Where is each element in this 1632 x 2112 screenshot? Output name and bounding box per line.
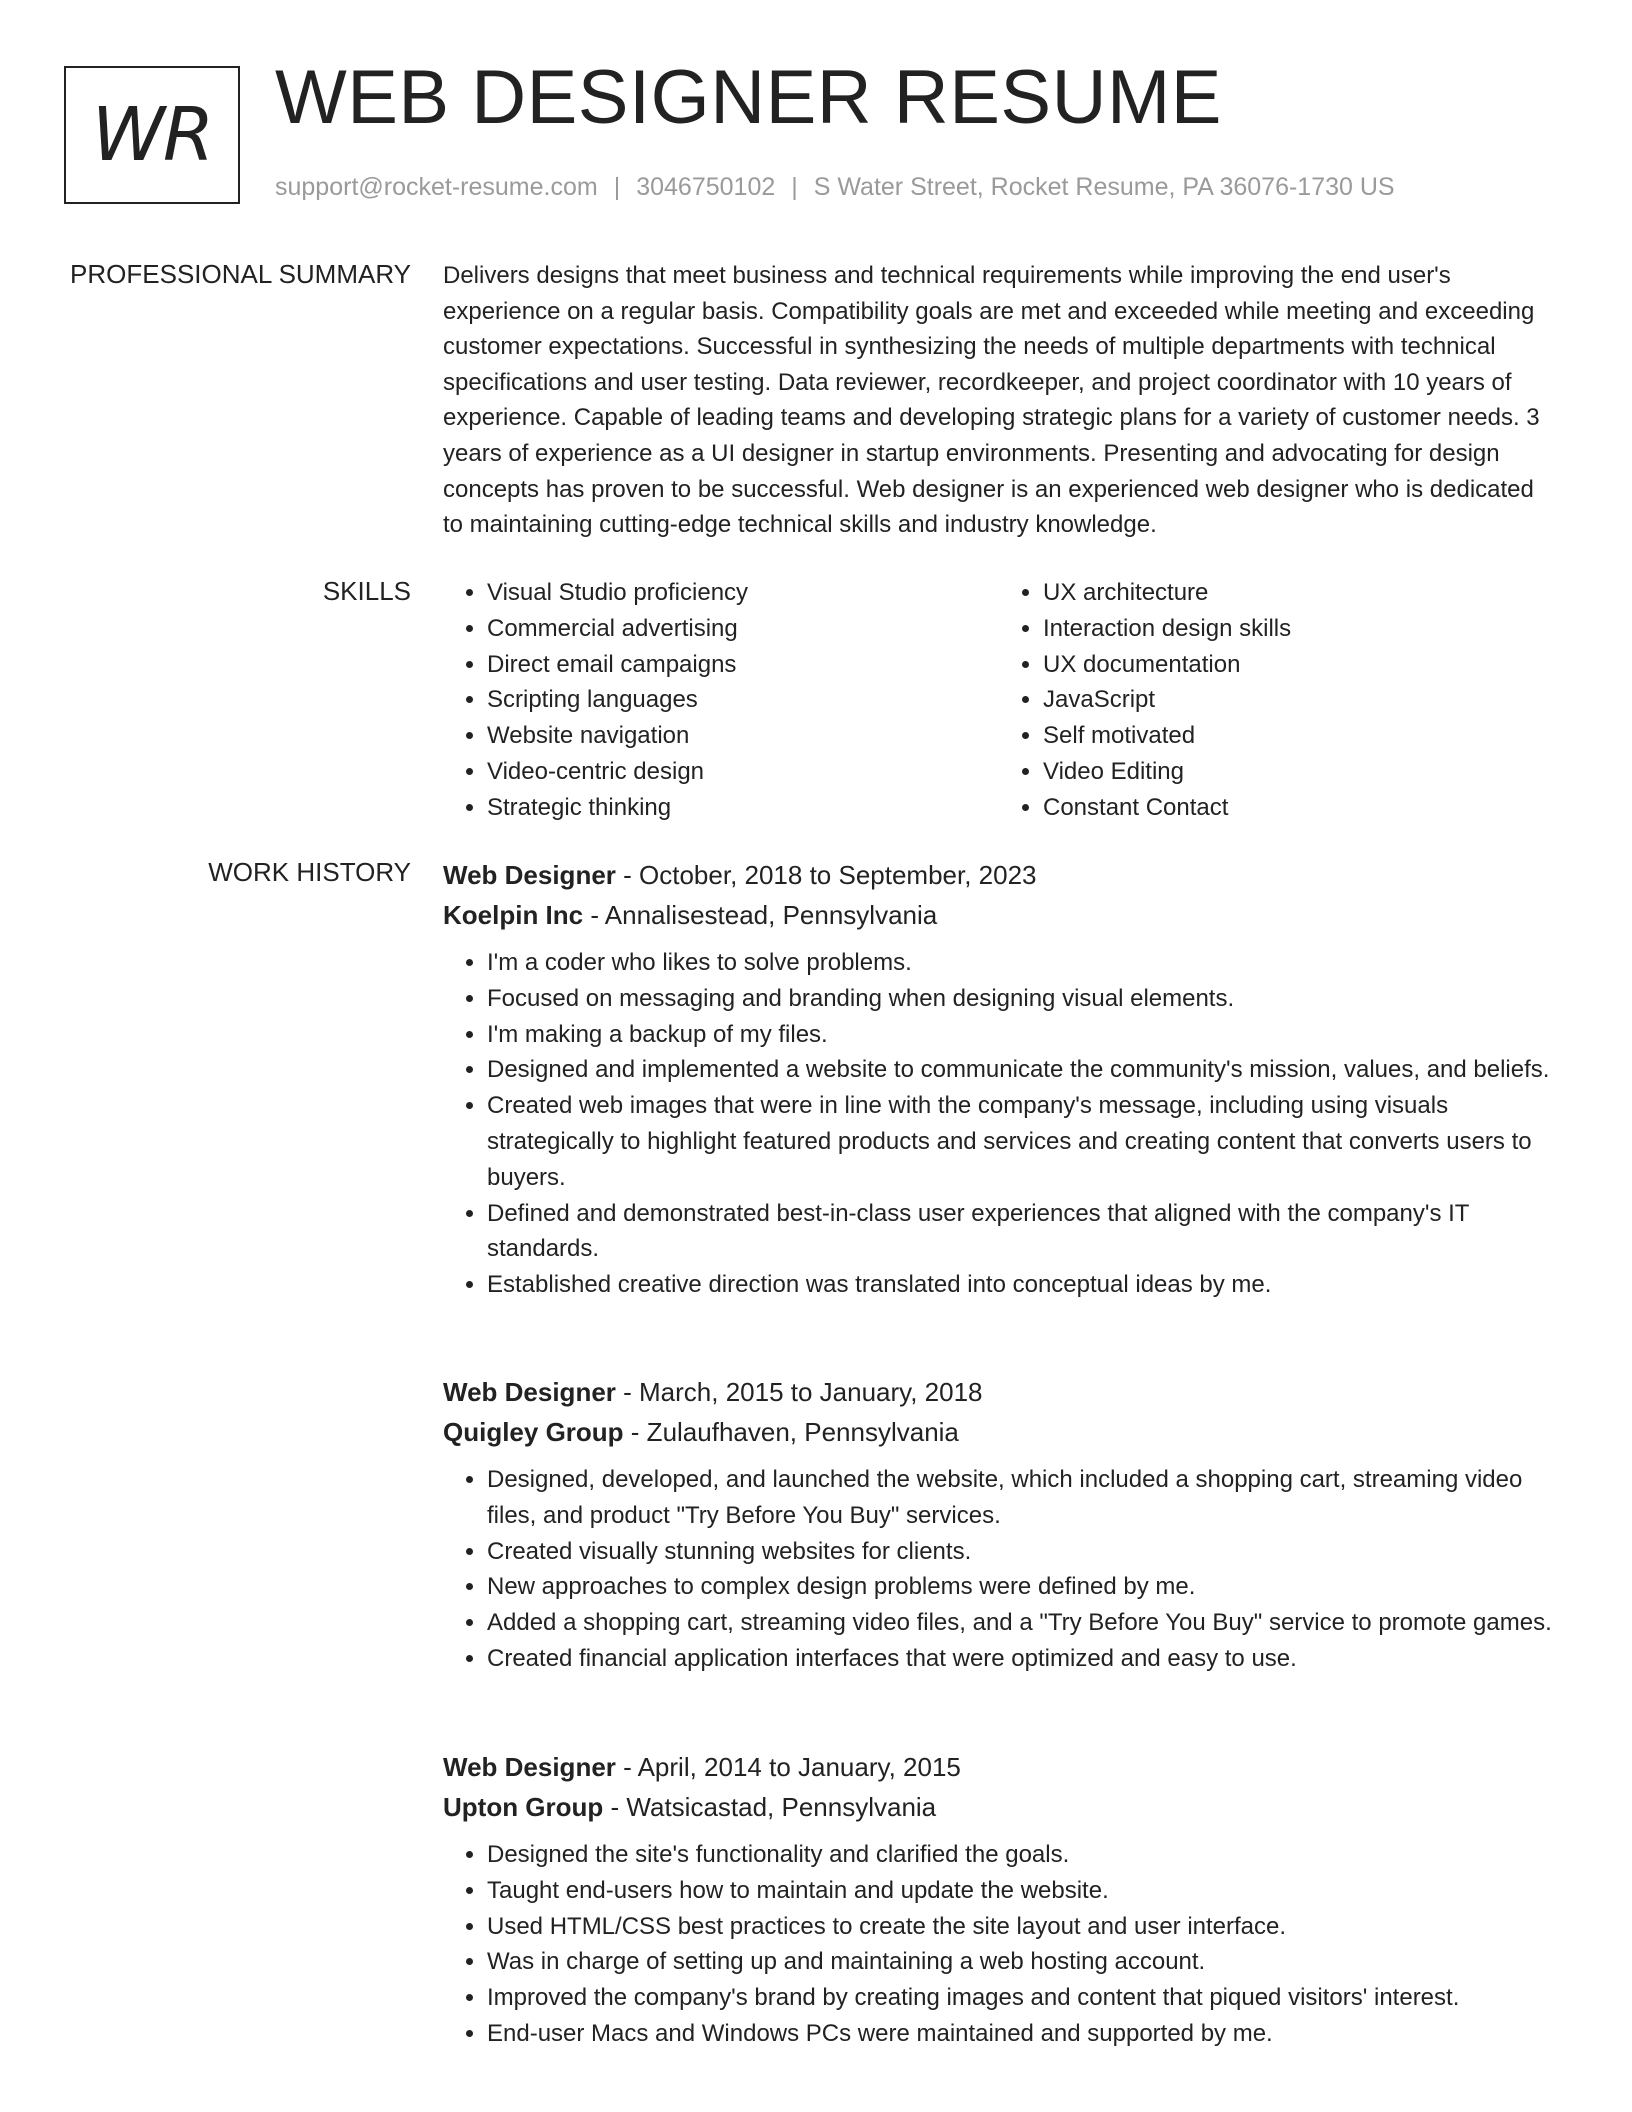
summary-text: Delivers designs that meet business and technical requirements while improving the end user's experience on a regular basis. Compatibility goals are met and exceeded while meeting and exceeding customer expectations. Successful in synthesizing the needs of multiple departments with technical specifications and user testing. Data reviewer, recordkeeper, and project coordinator with 10 years of experience. Capable of leading teams and developing strategic plans for a variety of customer needs. 3 years of experience as a UI designer in startup environments. Presenting and advocating for design concepts has proven to be successful. Web designer is an experienced web designer who is dedicated to maintaining cutting-edge technical skills and industry knowledge. [443,262,1540,539]
skill-item: • JavaScript [1043,682,1555,718]
contact-address: S Water Street, Rocket Resume, PA 36076-1730 US [813,173,1395,201]
job-bullet: • Designed, developed, and launched the website, which included a shopping cart, streaming video files, and product "Try Before You Buy" services. [487,1462,1555,1534]
skill-item: • Visual Studio proficiency [487,575,999,611]
job-bullet: • Created financial application interfaces that were optimized and easy to use. [487,1641,1555,1677]
job-bullet: • Created visually stunning websites for clients. [487,1534,1555,1570]
summary-heading: PROFESSIONAL SUMMARY [70,259,411,289]
skill-item: • Scripting languages [487,682,999,718]
work-history-heading: WORK HISTORY [208,857,411,887]
job-bullet: • I'm making a backup of my files. [487,1017,1555,1053]
job-title: Web Designer [443,1752,616,1782]
job-title: Web Designer [443,1377,616,1407]
job-bullet: • Designed the site's functionality and clarified the goals. [487,1837,1555,1873]
job-location: - Zulaufhaven, Pennsylvania [623,1417,959,1447]
skills-body [443,575,1555,826]
summary-body [443,258,1555,543]
job-company-line [443,895,1555,935]
skill-item: • Website navigation [487,718,999,754]
skill-item: • Video Editing [1043,754,1555,790]
job-bullet: • Was in charge of setting up and maintaining a web hosting account. [487,1944,1555,1980]
skill-item: • Commercial advertising [487,611,999,647]
job-company: Quigley Group [443,1417,624,1447]
job-entry [443,1747,1555,2052]
job-dates: - March, 2015 to January, 2018 [615,1377,983,1407]
job-entry [443,1372,1555,1677]
job-bullet: • Created web images that were in line with the company's message, including using visuals strategically to highlight featured products and services and creating content that converts users to buyers. [487,1088,1555,1195]
job-company-line [443,1412,1555,1452]
contact-line [275,172,1395,202]
contact-separator: | [791,173,798,201]
skill-item: • Constant Contact [1043,790,1555,826]
job-bullet: • Designed and implemented a website to communicate the community's mission, values, and beliefs. [487,1052,1555,1088]
skill-item: • Direct email campaigns [487,647,999,683]
job-location: - Watsicastad, Pennsylvania [603,1792,937,1822]
job-bullet: • Defined and demonstrated best-in-class user experiences that aligned with the company's IT standards. [487,1196,1555,1268]
job-bullet: • Used HTML/CSS best practices to create the site layout and user interface. [487,1909,1555,1945]
job-bullet: • Established creative direction was translated into conceptual ideas by me. [487,1267,1555,1303]
contact-phone[interactable]: 3046750102 [636,173,776,201]
job-title-line [443,855,1555,895]
job-bullet: • Focused on messaging and branding when designing visual elements. [487,981,1555,1017]
contact-email[interactable]: support@rocket-resume.com [275,173,598,201]
job-title-line [443,1372,1555,1412]
contact-separator: | [613,173,621,201]
skill-item: • Video-centric design [487,754,999,790]
skills-list-left [443,575,999,826]
skill-item: • Self motivated [1043,718,1555,754]
job-bullet: • I'm a coder who likes to solve problems. [487,945,1555,981]
job-company-line [443,1787,1555,1827]
job-bullet: • Improved the company's brand by creating images and content that piqued visitors' interest. [487,1980,1555,2016]
skills-list-right [999,575,1555,826]
job-title-line [443,1747,1555,1787]
job-bullets [443,1462,1555,1677]
job-bullet: • Added a shopping cart, streaming video files, and a "Try Before You Buy" service to promote games. [487,1605,1555,1641]
job-title: Web Designer [443,860,616,890]
job-bullet: • End-user Macs and Windows PCs were maintained and supported by me. [487,2016,1555,2052]
job-dates: - October, 2018 to September, 2023 [615,860,1037,890]
resume-title: WEB DESIGNER RESUME [275,55,1222,140]
job-dates: - April, 2014 to January, 2015 [615,1752,961,1782]
job-company: Koelpin Inc [443,900,584,930]
monogram-logo [64,66,240,204]
skill-item: • Strategic thinking [487,790,999,826]
job-company: Upton Group [443,1792,604,1822]
job-bullets [443,945,1555,1303]
skill-item: • UX architecture [1043,575,1555,611]
job-entry [443,855,1555,1303]
skill-item: • Interaction design skills [1043,611,1555,647]
skill-item: • UX documentation [1043,647,1555,683]
skills-heading: SKILLS [322,576,411,606]
job-bullet: • Taught end-users how to maintain and update the website. [487,1873,1555,1909]
job-bullet: • New approaches to complex design problems were defined by me. [487,1569,1555,1605]
job-location: - Annalisestead, Pennsylvania [583,900,938,930]
monogram-text: WR [91,92,213,178]
job-bullets [443,1837,1555,2052]
